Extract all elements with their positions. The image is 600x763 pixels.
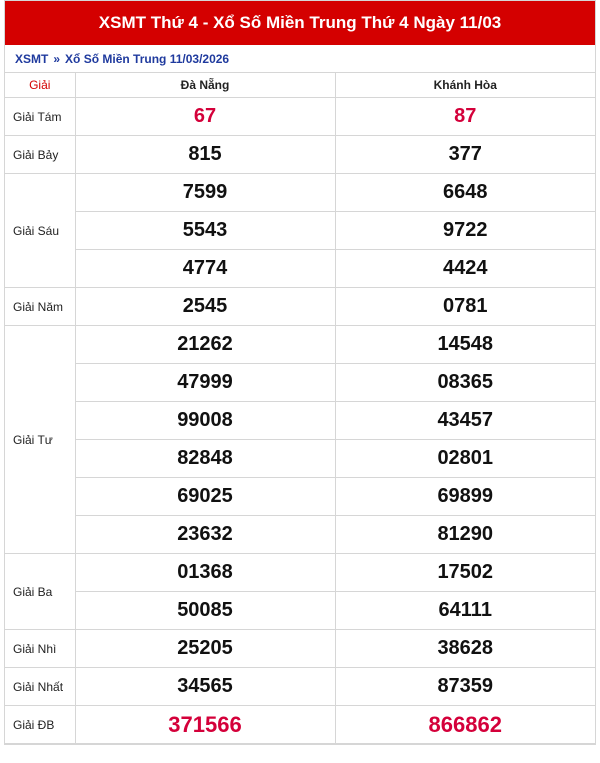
result-number: 4774 — [75, 250, 335, 288]
result-number: 371566 — [75, 706, 335, 744]
table-row — [5, 706, 595, 744]
province-header-khanh-hoa: Khánh Hòa — [335, 73, 595, 98]
result-number: 64111 — [335, 592, 595, 630]
result-number: 67 — [75, 98, 335, 136]
prize-label: Giải Nhất — [5, 668, 75, 706]
result-number: 47999 — [75, 364, 335, 402]
result-number: 82848 — [75, 440, 335, 478]
result-number: 69899 — [335, 478, 595, 516]
breadcrumb — [5, 45, 595, 73]
result-number: 34565 — [75, 668, 335, 706]
result-number: 815 — [75, 136, 335, 174]
result-number: 866862 — [335, 706, 595, 744]
table-row — [5, 174, 595, 212]
province-header-da-nang: Đà Nẵng — [75, 73, 335, 98]
table-row — [5, 288, 595, 326]
table-row — [5, 136, 595, 174]
prize-label: Giải Tám — [5, 98, 75, 136]
result-number: 81290 — [335, 516, 595, 554]
breadcrumb-current-link[interactable]: Xổ Số Miền Trung 11/03/2026 — [65, 51, 230, 66]
result-number: 02801 — [335, 440, 595, 478]
results-table — [5, 73, 595, 744]
table-row — [5, 630, 595, 668]
result-number: 377 — [335, 136, 595, 174]
table-row — [5, 478, 595, 516]
table-row — [5, 554, 595, 592]
result-number: 14548 — [335, 326, 595, 364]
result-number: 9722 — [335, 212, 595, 250]
table-header-row — [5, 73, 595, 98]
prize-column-header: Giải — [5, 73, 75, 98]
result-number: 21262 — [75, 326, 335, 364]
table-row — [5, 402, 595, 440]
table-row — [5, 440, 595, 478]
prize-label: Giải Năm — [5, 288, 75, 326]
result-number: 17502 — [335, 554, 595, 592]
result-number: 08365 — [335, 364, 595, 402]
prize-label: Giải Nhì — [5, 630, 75, 668]
result-number: 2545 — [75, 288, 335, 326]
result-number: 38628 — [335, 630, 595, 668]
result-number: 50085 — [75, 592, 335, 630]
result-number: 99008 — [75, 402, 335, 440]
table-row — [5, 250, 595, 288]
result-number: 25205 — [75, 630, 335, 668]
prize-label: Giải ĐB — [5, 706, 75, 744]
prize-label: Giải Bảy — [5, 136, 75, 174]
result-number: 87359 — [335, 668, 595, 706]
prize-label: Giải Sáu — [5, 174, 75, 288]
result-number: 43457 — [335, 402, 595, 440]
table-row — [5, 364, 595, 402]
prize-label: Giải Tư — [5, 326, 75, 554]
results-panel — [4, 0, 596, 745]
result-number: 69025 — [75, 478, 335, 516]
result-number: 4424 — [335, 250, 595, 288]
page-title: XSMT Thứ 4 - Xổ Số Miền Trung Thứ 4 Ngày 11/03 — [5, 1, 595, 45]
table-row — [5, 592, 595, 630]
result-number: 23632 — [75, 516, 335, 554]
result-number: 87 — [335, 98, 595, 136]
result-number: 0781 — [335, 288, 595, 326]
table-row — [5, 516, 595, 554]
result-number: 7599 — [75, 174, 335, 212]
result-number: 5543 — [75, 212, 335, 250]
table-row — [5, 98, 595, 136]
result-number: 01368 — [75, 554, 335, 592]
result-number: 6648 — [335, 174, 595, 212]
prize-label: Giải Ba — [5, 554, 75, 630]
breadcrumb-root-link[interactable]: XSMT — [15, 51, 49, 66]
table-row — [5, 212, 595, 250]
breadcrumb-separator: » — [53, 51, 61, 66]
table-row — [5, 326, 595, 364]
table-row — [5, 668, 595, 706]
